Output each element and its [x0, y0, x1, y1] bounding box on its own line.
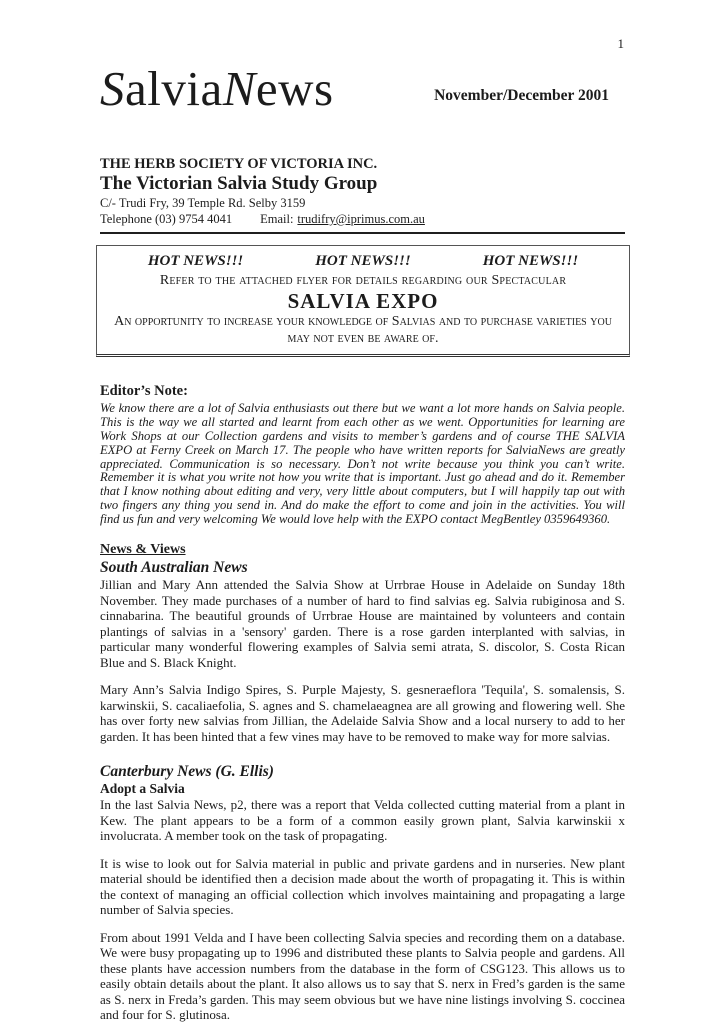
south-australian-para-1: Jillian and Mary Ann attended the Salvia Show at Urrbrae House in Adelaide on Sunday 18th November. They made purchases of a number of hard to find salvias eg. Salvia rubiginosa and S. cinnabarina. The beautiful grounds of Urrbrae House are maintained by volunteers and contain plantings of salvias in a 'sensory' garden. There is a rose garden interplanted with salvias, in particular many wonderful flowering examples of Salvia semi atrata, S. discolor, S. Costa Rican Blue and S. Black Knight. [100, 577, 625, 670]
hot-news-text: HOT NEWS!!! [482, 252, 579, 269]
hot-news-headline [107, 252, 619, 271]
masthead [100, 62, 625, 116]
adopt-a-salvia-heading: Adopt a Salvia [100, 781, 185, 797]
organisation-block [100, 156, 625, 234]
canterbury-news-heading: Canterbury News (G. Ellis) [100, 763, 274, 781]
news-views-heading: News & Views [100, 542, 186, 558]
email-label: Email: [260, 211, 294, 226]
editors-note-heading: Editor’s Note: [100, 382, 188, 399]
title-part: alvia [125, 61, 223, 116]
salvia-expo-title: SALVIA EXPO [287, 288, 439, 313]
email-link[interactable]: trudifry@iprimus.com.au [297, 211, 425, 226]
title-part: ews [255, 61, 334, 116]
title-part-italic: N [222, 61, 256, 116]
news-and-views-section [100, 541, 625, 1023]
page-number: 1 [617, 36, 624, 51]
postal-address: C/- Trudi Fry, 39 Temple Rd. Selby 3159 [100, 195, 306, 210]
canterbury-para-3: From about 1991 Velda and I have been collecting Salvia species and recording them on a database. We were busy propagating up to 1996 and distributed these plants to Salvia people and gardens. All these plants have accession numbers from the database in the form of CSG123. This allows us to easily obtain details about the plant. It also allows us to say that S. nerx in Fred’s garden is the same as S. nerx in Freda’s garden. This may seem obvious but we have nine listings involving S. coccinea and four for S. glutinosa. [100, 929, 625, 1023]
contact-line [100, 211, 625, 227]
group-name: The Victorian Salvia Study Group [100, 172, 378, 194]
telephone: Telephone (03) 9754 4041 [100, 211, 233, 226]
hot-news-text: HOT NEWS!!! [315, 252, 411, 269]
editors-note-section [100, 382, 625, 527]
expo-description-line: An opportunity to increase your knowledge of Salvias and to purchase varieties you may not even be aware of. [114, 313, 612, 346]
south-australian-news-heading: South Australian News [100, 559, 248, 577]
editors-note-body: We know there are a lot of Salvia enthusiasts out there but we want a lot more hands on Salvia people. This is the way we all started and learnt from each other as we went. Opportunities for learning are Work Shops at our Collection gardens and visits to member’s gardens and of course THE SALVIA EXPO at Ferny Creek on March 17. The people who have written reports for SalviaNews are greatly appreciated. Communication is so necessary. Don’t not write because you think you can’t write. Remember it is what you write not how you write that is important. Just go ahead and do it. Remember that I know nothing about editing and very, very little about computers, but I will happily tap out with two fingers any thing you send in. And do make the effort to come and join in the activities. You will find us fun and very welcoming We would love help with the EXPO contact MegBentley 0359649360. [100, 400, 625, 527]
society-name: THE HERB SOCIETY OF VICTORIA INC. [100, 155, 378, 172]
issue-date: November/December 2001 [434, 87, 609, 104]
flyer-reference-line: Refer to the attached flyer for details regarding our Spectacular [159, 272, 567, 288]
hot-news-box [96, 245, 630, 357]
canterbury-para-1: In the last Salvia News, p2, there was a report that Velda collected cutting material from a plant in Kew. The plant appears to be a form of a common easily grown plant, Salvia karwinskii x involucrata. A member took on the task of propagating. [100, 797, 625, 844]
canterbury-para-2: It is wise to look out for Salvia material in public and private gardens and in nurseries. New plant material should be identified then a decision made about the worth of propagating it. This is within the context of managing an official collection which involves maintaining and propagating a large number of Salvia species. [100, 855, 625, 918]
newsletter-title [100, 62, 334, 116]
south-australian-para-2: Mary Ann’s Salvia Indigo Spires, S. Purple Majesty, S. gesneraeflora 'Tequila', S. somalensis, S. karwinskii, S. cacaliaefolia, S. agnes and S. chamelaeagnea are all growing and flowering well. She has over forty new salvias from Jillian, the Adelaide Salvia Show and a local nursery to add to her garden. It has been hinted that a few vines may have to be removed to make way for more salvias. [100, 682, 625, 744]
title-part-italic: S [100, 61, 125, 116]
hot-news-text: HOT NEWS!!! [147, 252, 244, 269]
